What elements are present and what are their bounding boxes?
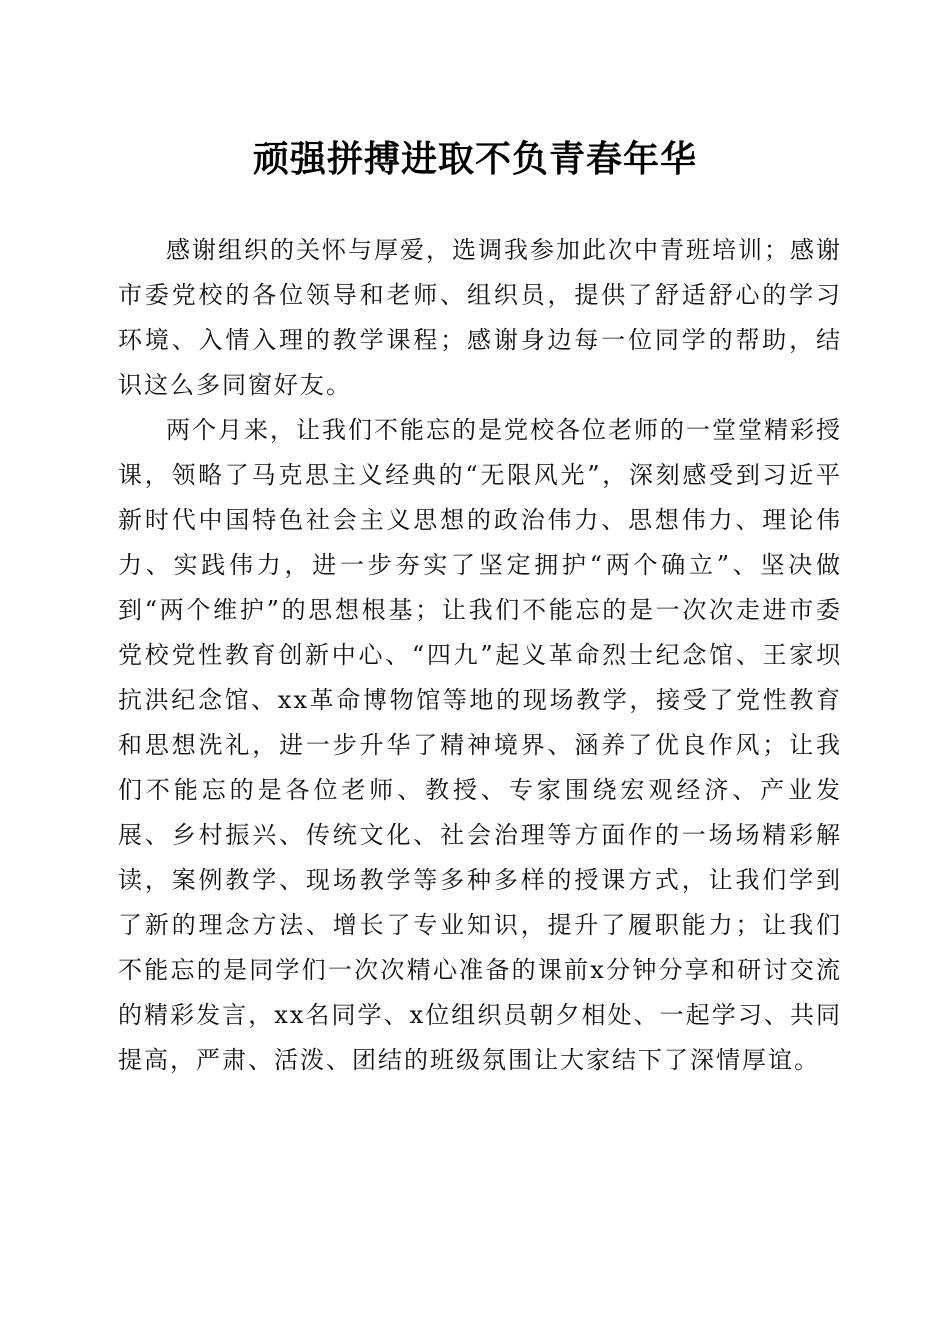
paragraph: 两个月来，让我们不能忘的是党校各位老师的一堂堂精彩授课，领略了马克思主义经典的“无限风光”，深刻感受到习近平新时代中国特色社会主义思想的政治伟力、思想伟力、理论伟力、实践伟力，进一步夯实了坚定拥护“两个确立”、坚决做到“两个维护”的思想根基；让我们不能忘的是一次次走进市委党校党性教育创新中心、“四九”起义革命烈士纪念馆、王家坝抗洪纪念馆、xx革命博物馆等地的现场教学，接受了党性教育和思想洗礼，进一步升华了精神境界、涵养了优良作风；让我们不能忘的是各位老师、教授、专家围绕宏观经济、产业发展、乡村振兴、传统文化、社会治理等方面作的一场场精彩解读，案例教学、现场教学等多种多样的授课方式，让我们学到了新的理念方法、增长了专业知识，提升了履职能力；让我们不能忘的是同学们一次次精心准备的课前x分钟分享和研讨交流的精彩发言，xx名同学、x位组织员朝夕相处、一起学习、共同提高，严肃、活泼、团结的班级氛围让大家结下了深情厚谊。 [118,416,842,1074]
document-title: 顽强拼搏进取不负青春年华 [252,138,697,180]
paragraph: 感谢组织的关怀与厚爱，选调我参加此次中青班培训；感谢市委党校的各位领导和老师、组织员，提供了舒适舒心的学习环境、入情入理的教学课程；感谢身边每一位同学的帮助，结识这么多同窗好友。 [118,236,842,399]
document-body [118,228,842,1083]
